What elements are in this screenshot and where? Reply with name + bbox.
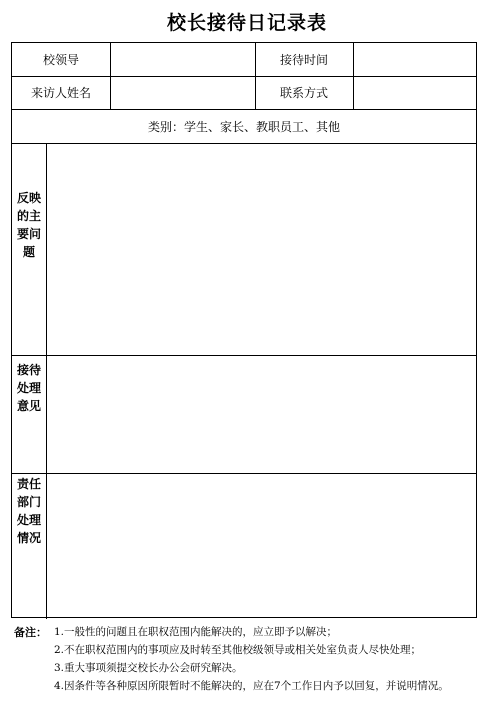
issues-label: 反映的主要问题: [16, 191, 41, 259]
opinion-field[interactable]: [47, 356, 476, 473]
remark-item: 1.一般性的问题且在职权范围内能解决的，应立即予以解决；: [54, 626, 338, 638]
dept-handling-field[interactable]: [47, 474, 476, 617]
contact-label: 联系方式: [279, 86, 328, 100]
school-leader-field[interactable]: [111, 43, 254, 76]
remarks-heading: 备注：: [14, 626, 47, 639]
reception-record-table: [11, 42, 477, 618]
contact-field[interactable]: [354, 77, 476, 109]
visitor-name-label: 来访人姓名: [30, 86, 91, 100]
visitor-name-field[interactable]: [111, 77, 254, 109]
issues-field[interactable]: [47, 144, 476, 355]
dept-handling-label: 责任部门处理情况: [16, 477, 41, 545]
form-title: 校长接待日记录表: [166, 12, 327, 34]
category-text: 类别：学生、家长、教职员工、其他: [147, 120, 340, 134]
opinion-label: 接待处理意见: [16, 363, 41, 413]
row-divider: [12, 109, 476, 110]
remark-item: 4.因条件等各种原因所限暂时不能解决的，应在7个工作日内予以回复，并说明情况。: [54, 680, 449, 692]
reception-time-label: 接待时间: [279, 53, 328, 67]
remark-item: 3.重大事项须提交校长办公会研究解决。: [54, 662, 243, 674]
reception-time-field[interactable]: [354, 43, 476, 76]
remark-item: 2.不在职权范围内的事项应及时转至其他校级领导或相关处室负责人尽快处理；: [54, 644, 422, 656]
school-leader-label: 校领导: [42, 53, 79, 67]
